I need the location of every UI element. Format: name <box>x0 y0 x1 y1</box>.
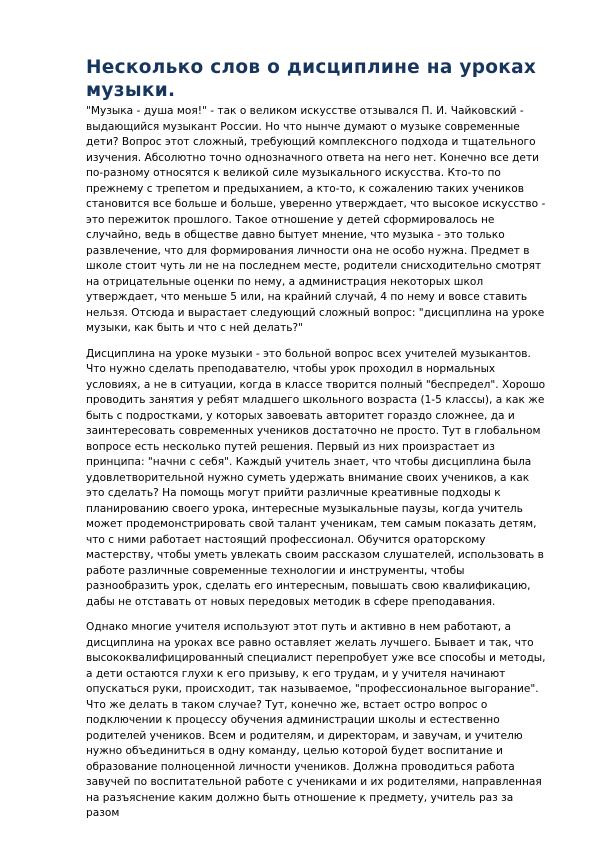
paragraph-1: "Музыка - душа моя!" - так о великом искусстве отзывался П. И. Чайковский - выдающийся музыкант России. Но что нынче думают о музыке современные дети? Вопрос этот сложный, требующий комплексного подхода и тщательного изучения. Абсолютно точно однозначного ответа на него нет. Конечно все дети по-разному относятся к великой силе музыкального искусства. Кто-то по прежнему с трепетом и предыханием, а кто-то, к сожалению таких учеников становится все больше и больше, уверенно утверждает, что высокое искусство - это пережиток прошлого. Такое отношение у детей сформировалось не случайно, ведь в обществе давно бытует мнение, что музыка - это только развлечение, что для формирования личности она не особо нужна. Предмет в школе стоит чуть ли не на последнем месте, родители снисходительно смотрят на отрицательные оценки по нему, а администрация некоторых школ утверждает, что меньше 5 или, на крайний случай, 4 по нему и вовсе ставить нельзя. Отсюда и вырастает следующий сложный вопрос: "дисциплина на уроке музыки, как быть и что с ней делать?" <box>86 105 546 334</box>
paragraph-2: Дисциплина на уроке музыки - это больной вопрос всех учителей музыкантов. Что нужно сделать преподавателю, чтобы урок проходил в нормальных условиях, а не в ситуации, когда в классе творится полный "беспредел". Хорошо проводить занятия у ребят младшего школьного возраста (1-5 классы), а как же быть с подростками, у которых завоевать авторитет гораздо сложнее, да и заинтересовать современных учеников достаточно не просто. Тут в глобальном вопросе есть несколько путей решения. Первый из них произрастает из принципа: "начни с себя". Каждый учитель знает, что чтобы дисциплина была удовлетворительной нужно суметь удержать внимание своих учеников, а как это сделать? На помощь могут прийти различные креативные подходы к планированию своего урока, интересные музыкальные паузы, когда учитель может продемонстрировать свой талант ученикам, тем самым показать детям, что с ними работает настоящий профессионал. Обучится ораторскому мастерству, чтобы уметь увлекать своим рассказом слушателей, использовать в работе различные современные технологии и инструменты, чтобы разнообразить урок, сделать его интересным, повышать свою квалификацию, дабы не отставать от новых передовых методик в сфере преподавания. <box>86 347 546 608</box>
document-body <box>86 104 548 832</box>
paragraph-3: Однако многие учителя используют этот путь и активно в нем работают, а дисциплина на уроках все равно оставляет желать лучшего. Бывает и так, что высококвалифицированный специалист перепробует уже все способы и методы, а дети остаются глухи к его призыву, к его трудам, и у учителя начинают опускаться руки, происходит, так называемое, "профессиональное выгорание". Что же делать в таком случае? Тут, конечно же, встает остро вопрос о подключении к процессу обучения администрации школы и естественно родителей учеников. Всем и родителям, и директорам, и завучам, и учителю нужно объединиться в одну команду, целью которой будет воспитание и образование полноценной личности учеников. Должна проводиться работа завучей по воспитательной работе с учениками и их родителями, направленная на разъяснение каким должно быть отношение к предмету, учитель раз за разом <box>86 621 546 819</box>
document-title: Несколько слов о дисциплине на уроках музыки. <box>86 57 537 101</box>
